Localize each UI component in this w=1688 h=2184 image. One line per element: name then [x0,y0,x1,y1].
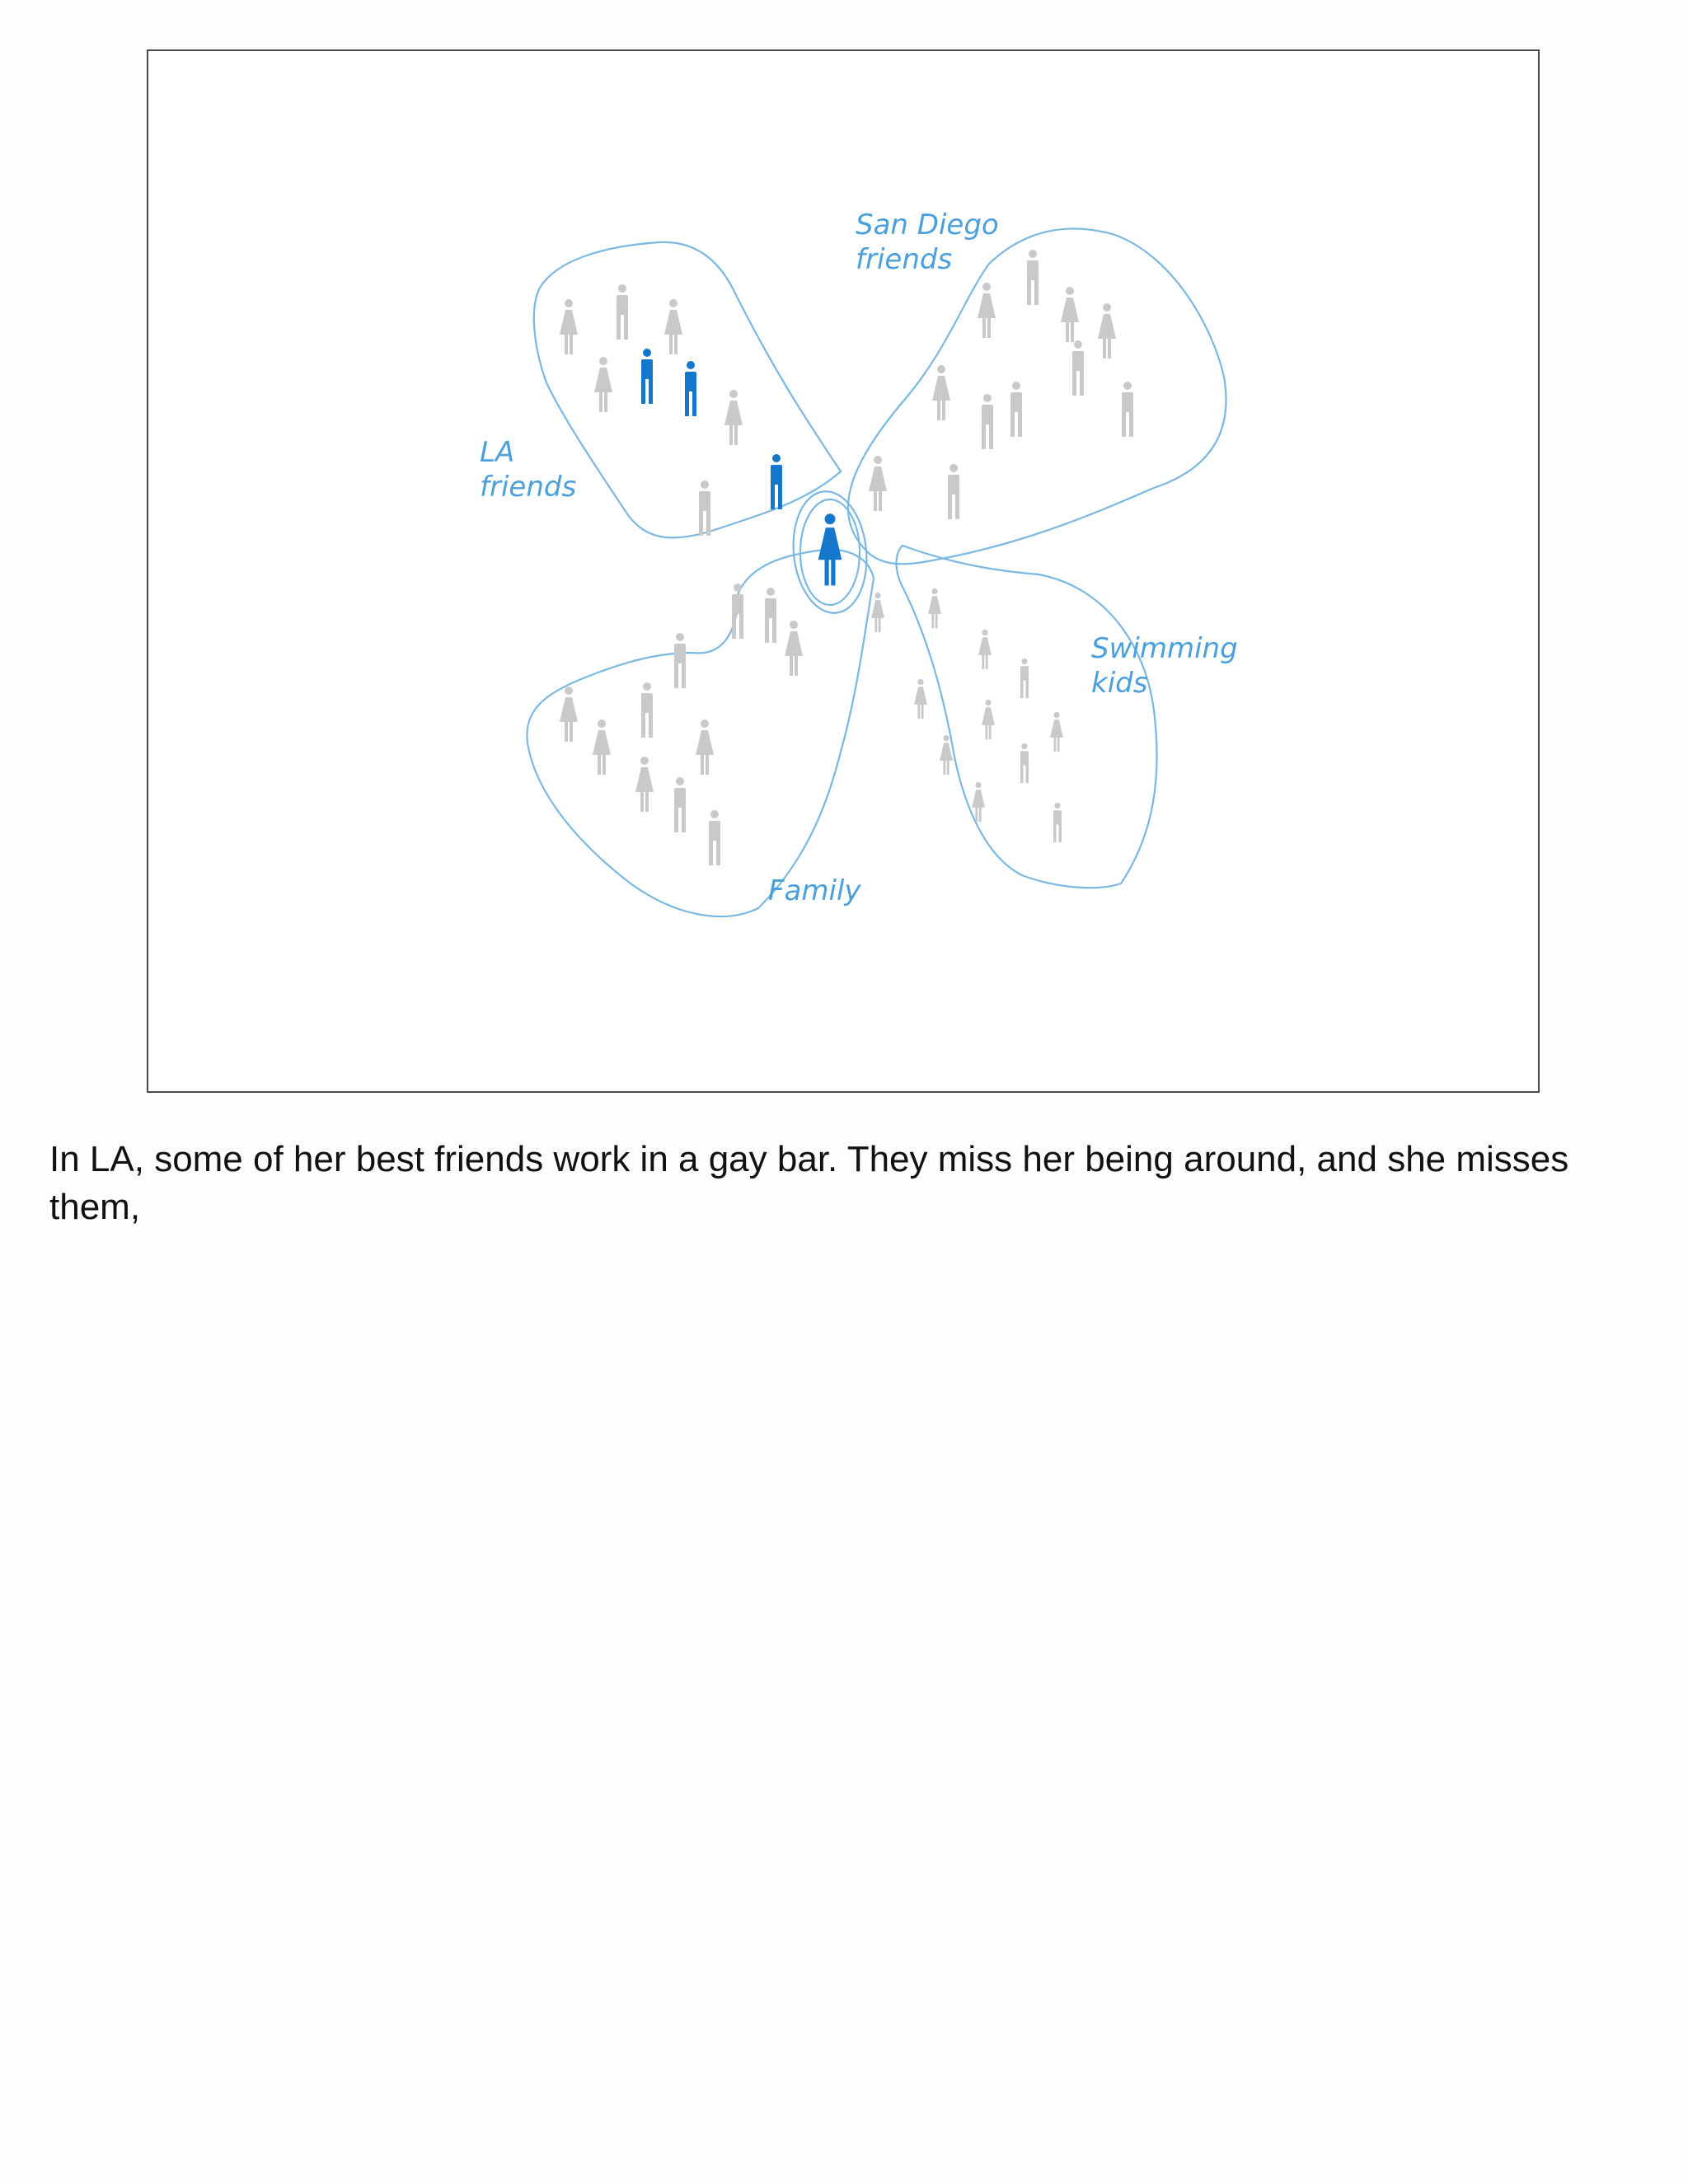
social-network-diagram [148,51,1541,1094]
male-icon [709,810,720,865]
san-diego-friends-label: San Diego friends [856,209,999,276]
male-icon [641,682,653,738]
female-icon [696,719,714,775]
male-icon [1020,658,1029,698]
male-icon [948,464,959,519]
male-icon [1053,803,1062,842]
male-icon [765,588,776,643]
highlighted-male-icon [771,454,782,509]
female-icon [871,593,884,632]
female-icon [978,630,992,669]
male-icon [674,777,686,832]
swimming-kids-label: Swimming kids [1091,632,1238,700]
highlighted-male-icon [641,349,653,404]
female-icon [664,299,682,354]
female-icon [560,299,578,354]
female-icon [972,782,985,822]
male-icon [674,633,686,688]
male-icon [699,480,710,536]
male-icon [982,394,993,449]
female-icon [594,357,612,412]
female-icon [593,719,611,775]
slide-caption: In LA, some of her best friends work in a gay bar. They miss her being around, and she misses them, [49,1139,1569,1227]
family-outline [527,550,874,916]
male-icon [617,284,628,340]
female-icon [635,757,654,812]
female-icon [560,687,578,742]
female-icon [724,390,743,445]
female-icon [978,283,996,338]
female-icon [932,365,950,420]
female-icon [1098,303,1116,359]
la-friends-label: LA friends [480,436,577,504]
female-icon [1061,287,1079,342]
female-icon [982,700,995,739]
female-icon [869,456,887,511]
male-icon [1072,340,1084,396]
male-icon [1027,250,1039,305]
male-icon [732,583,743,639]
female-icon [785,621,803,676]
female-icon [928,588,941,628]
male-icon [1122,382,1133,437]
male-icon [1010,382,1022,437]
family-label: Family [768,874,861,907]
central-person-icon [818,513,842,585]
highlighted-male-icon [685,361,696,416]
female-icon [1050,712,1063,752]
slide-frame [147,49,1540,1093]
male-icon [1020,743,1029,783]
female-icon [914,679,927,719]
